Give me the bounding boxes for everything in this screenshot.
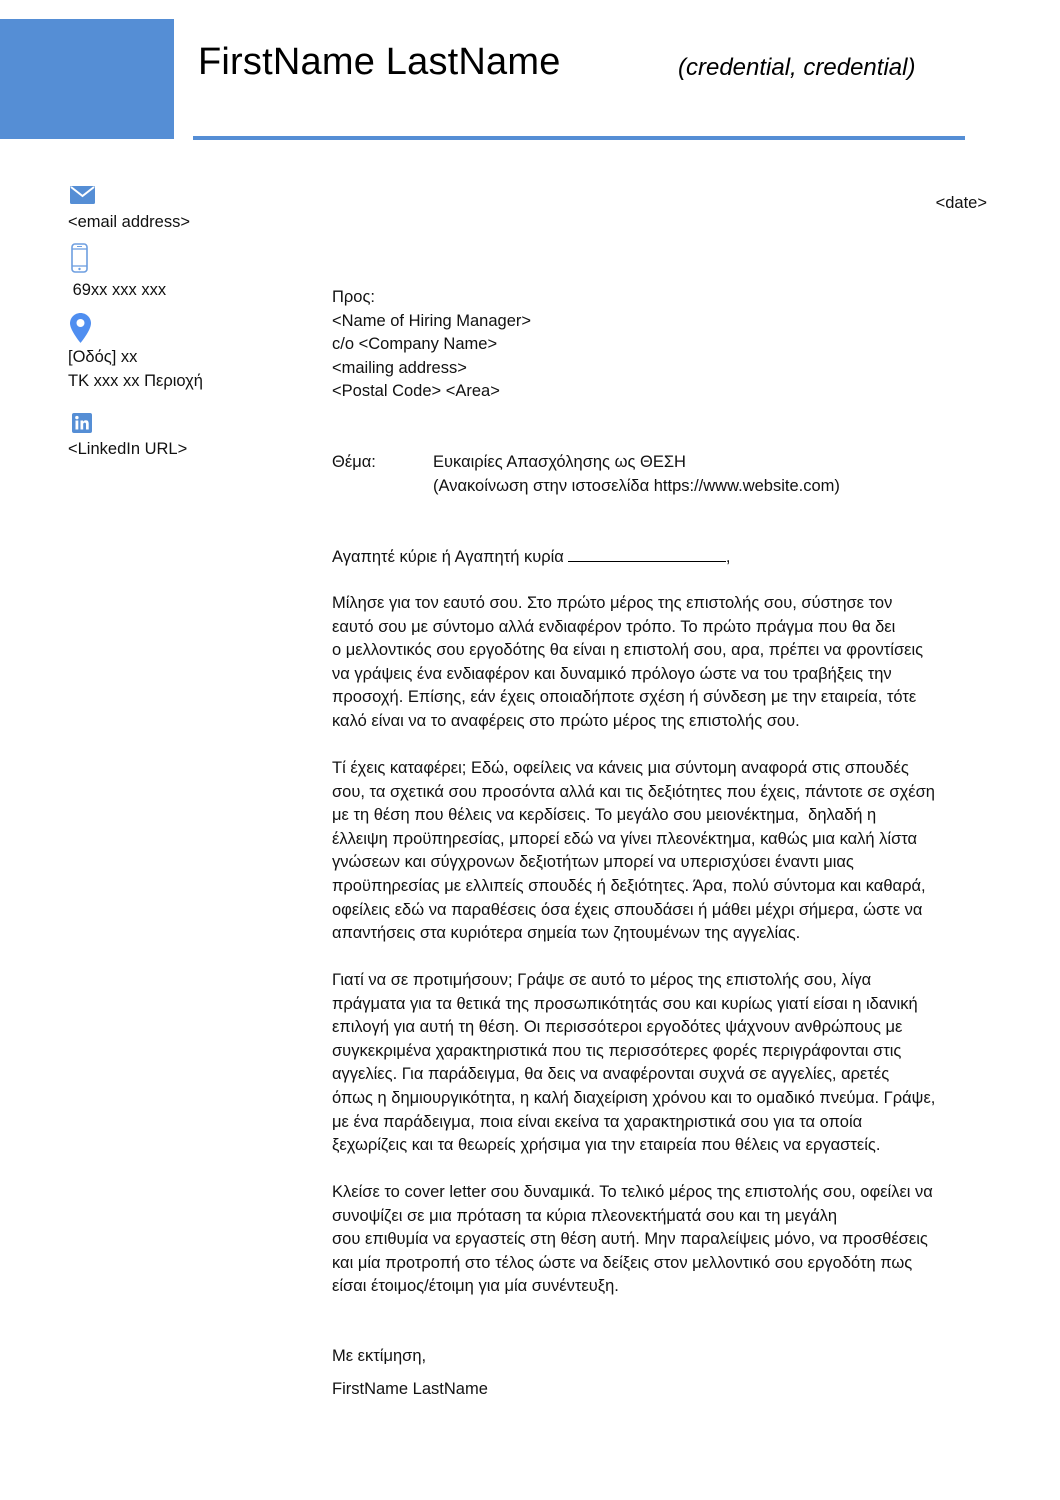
paragraph-line: απαντήσεις στα κυριότερα σημεία των ζητουμένων της αγγελίας. — [332, 924, 801, 943]
closing-salutation: Με εκτίμηση, — [332, 1347, 427, 1365]
paragraph-line: αγγελίες. Για παράδειγμα, θα δεις να αναφέρονται συχνά σε αγγελίες, αρετές — [332, 1065, 890, 1084]
paragraph-line: είσαι έτοιμος/έτοιμη για μία συνέντευξη. — [332, 1277, 619, 1296]
greeting — [332, 546, 992, 570]
paragraph-line: έλλειψη προϋπηρεσίας, μπορεί εδώ να γίνει πλεονέκτημα, καθώς μια καλή λίστα — [332, 829, 918, 848]
paragraph-line: να γράψεις ένα ενδιαφέρον και δυναμικό πρόλογο ώστε να του τραβήξεις την — [332, 664, 892, 683]
paragraph-line: Κλείσε το cover letter σου δυναμικά. Το τελικό μέρος της επιστολής σου, οφείλει να — [332, 1183, 933, 1201]
signature-name: FirstName LastName — [332, 1379, 488, 1398]
mobile-phone-icon — [71, 243, 88, 280]
postal-code-area: <Postal Code> <Area> — [332, 382, 500, 401]
paragraph-line: εαυτό σου με σύντομο αλλά ενδιαφέρον τρόπο. Το πρώτο πράγμα που θα δει — [332, 617, 896, 636]
paragraph-line: ξεχωρίζεις και τα θεωρείς χρήσιμα για την εταιρεία που θέλεις να εργαστείς. — [332, 1136, 881, 1155]
body-paragraph-achievements — [332, 757, 992, 946]
paragraph-line: πράγματα για τα θετικά της προσωπικότητάς σου και κυρίως γιατί είσαι η ιδανική — [332, 994, 918, 1013]
paragraph-line: προσοχή. Επίσης, εάν έχεις οποιαδήποτε σχέση ή σύνδεση με την εταιρεία, τότε — [332, 688, 917, 707]
paragraph-line: με τη θέση που θέλεις να κερδίσεις. Το μεγάλο σου μειονέκτημα, δηλαδή η — [332, 806, 877, 825]
paragraph-line: σου επιθυμία να εργαστείς στη θέση αυτή. Μην παραλείψεις μόνο, να προσθέσεις — [332, 1230, 928, 1249]
closing-block — [332, 1345, 992, 1401]
paragraph-line: και μία προτροπή στο τέλος ώστε να δείξεις στον μελλοντικό σου εργοδότη πως — [332, 1253, 913, 1272]
paragraph-line: με ένα παράδειγμα, ποια είναι εκείνα τα χαρακτηριστικά σου για τα οποία — [332, 1112, 863, 1131]
linkedin-url[interactable]: <LinkedIn URL> — [68, 440, 188, 458]
letter-date: <date> — [935, 194, 987, 212]
email-address[interactable]: <email address> — [68, 213, 190, 231]
paragraph-line: όπως η δημιουργικότητα, η καλή διαχείριση χρόνου και το ομαδικό πνεύμα. Γράψε, — [332, 1088, 936, 1107]
company-name: c/o <Company Name> — [332, 335, 498, 354]
email-icon — [70, 186, 95, 211]
paragraph-line: Μίλησε για τον εαυτό σου. Στο πρώτο μέρος της επιστολής σου, σύστησε τον — [332, 594, 893, 612]
paragraph-line: γνώσεων και σύγχρονων δεξιοτήτων μπορεί να υπερισχύσει έναντι μιας — [332, 853, 854, 872]
header-divider — [193, 136, 965, 140]
paragraph-line: οφείλεις εδώ να παραθέσεις όσα έχεις σπουδάσει ή μάθει μέχρι σήμερα, ώστε να — [332, 900, 923, 919]
header-accent-block — [0, 19, 174, 139]
hiring-manager-name: <Name of Hiring Manager> — [332, 311, 532, 330]
greeting-comma: , — [725, 548, 731, 566]
body-paragraph-why-me — [332, 969, 992, 1158]
mailing-address: <mailing address> — [332, 358, 467, 377]
body-paragraph-closing — [332, 1181, 992, 1299]
address-line-2: ΤΚ xxx xx Περιοχή — [68, 372, 203, 390]
location-pin-icon — [70, 313, 91, 350]
applicant-name: FirstName LastName — [198, 41, 561, 83]
paragraph-line: προϋπηρεσίας με ελλιπείς σπουδές ή δεξιότητες. Άρα, πολύ σύντομα και καθαρά, — [332, 876, 926, 895]
recipient-label: Προς: — [332, 288, 376, 306]
subject-line-2: (Ανακοίνωση στην ιστοσελίδα https://www.website.com) — [433, 476, 840, 495]
greeting-text: Αγαπητέ κύριε ή Αγαπητή κυρία — [332, 548, 564, 566]
subject-block — [332, 451, 992, 498]
paragraph-line: σου, τα σχετικά σου προσόντα αλλά και τις δεξιότητες που έχεις, πάντοτε σε σχέση — [332, 782, 935, 801]
paragraph-line: καλό είναι να το αναφέρεις στο πρώτο μέρος της επιστολής σου. — [332, 711, 800, 730]
linkedin-icon — [72, 413, 92, 440]
paragraph-line: επιλογή για αυτή τη θέση. Οι περισσότεροι εργοδότες ψάχνουν ανθρώπους με — [332, 1018, 903, 1037]
recipient-block — [332, 286, 992, 404]
subject-label: Θέμα: — [332, 453, 376, 471]
body-paragraph-intro — [332, 592, 992, 734]
paragraph-line: ο μελλοντικός σου εργοδότης θα είναι η επιστολή σου, αρα, πρέπει να φροντίσεις — [332, 641, 924, 660]
paragraph-line: Γιατί να σε προτιμήσουν; Γράψε σε αυτό το μέρος της επιστολής σου, λίγα — [332, 971, 872, 989]
address-line-1: [Οδός] xx — [68, 348, 138, 366]
recipient-name-blank[interactable] — [568, 546, 726, 562]
phone-number: 69xx xxx xxx — [68, 281, 167, 299]
paragraph-line: συνοψίζει σε μια πρόταση τα κύρια πλεονεκτήματά σου και τη μεγάλη — [332, 1206, 838, 1225]
paragraph-line: Τί έχεις καταφέρει; Εδώ, οφείλεις να κάνεις μια σύντομη αναφορά στις σπουδές — [332, 759, 909, 777]
subject-line-1: Ευκαιρίες Απασχόλησης ως ΘΕΣΗ — [433, 453, 686, 471]
paragraph-line: συγκεκριμένα χαρακτηριστικά που τις περισσότερες φορές περιγράφονται στις — [332, 1041, 902, 1060]
applicant-credentials: (credential, credential) — [678, 54, 916, 81]
